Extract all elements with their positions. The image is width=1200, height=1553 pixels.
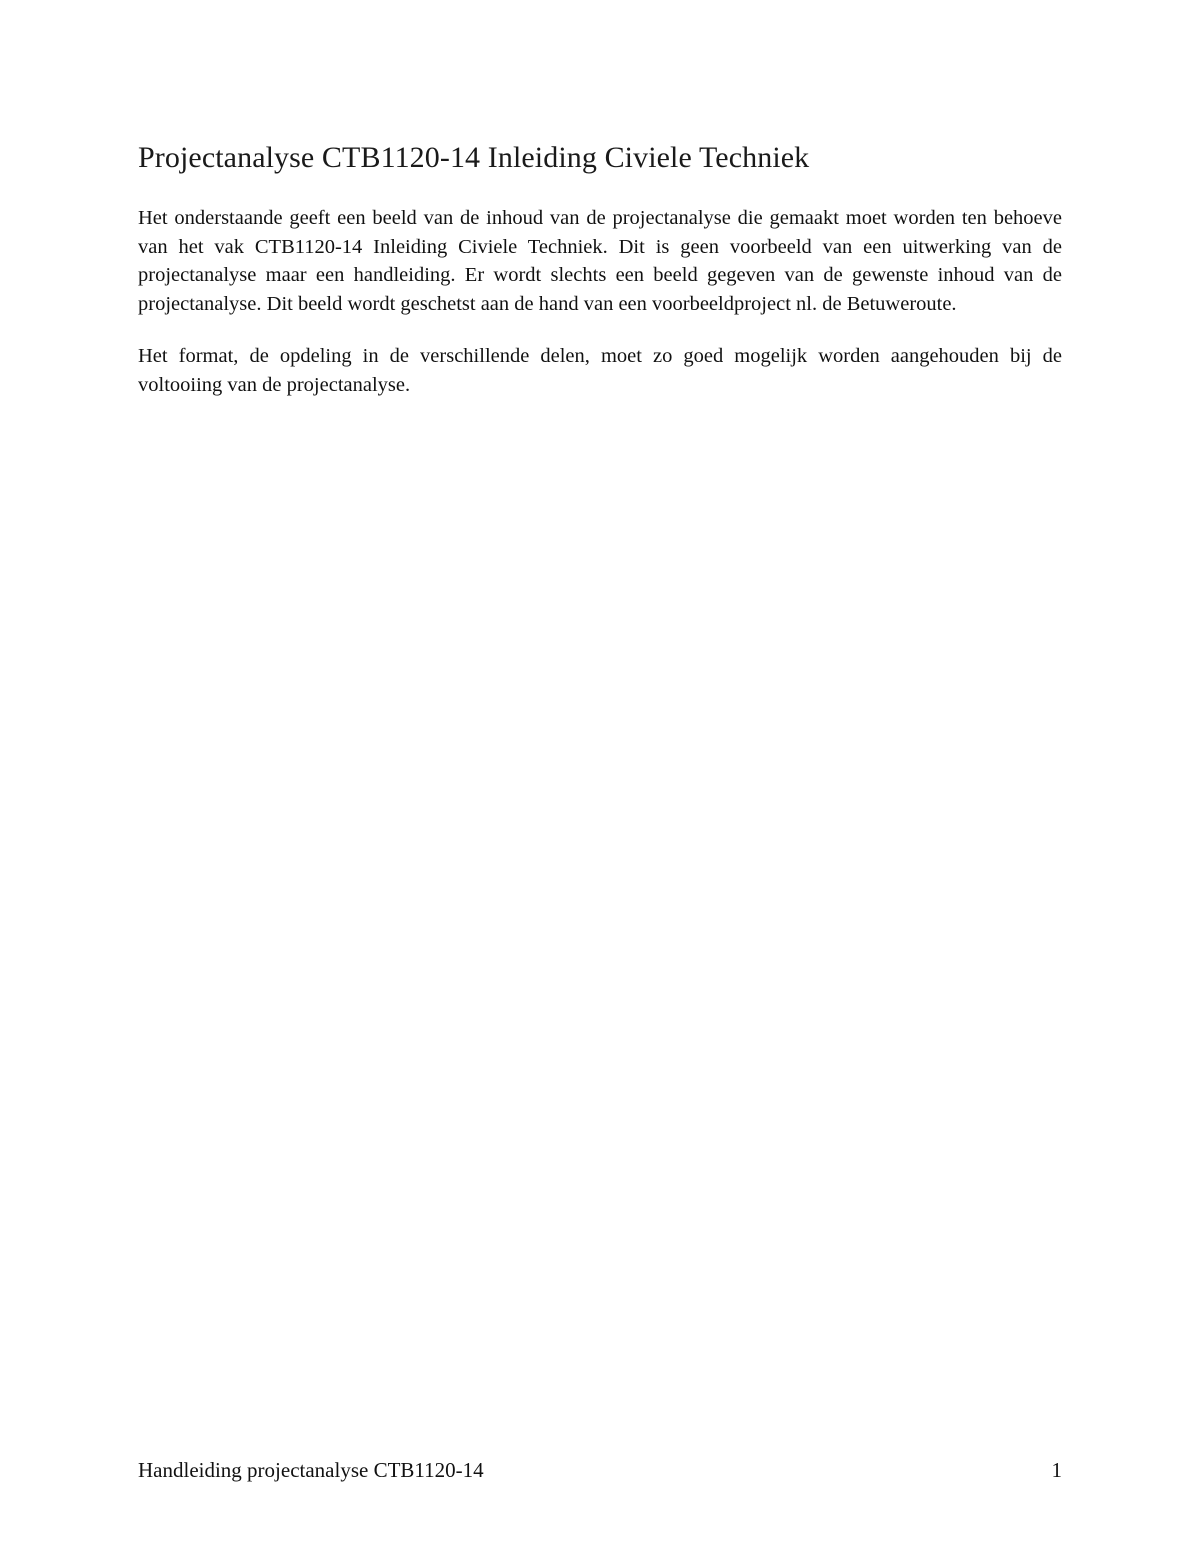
- page-footer: [138, 1456, 1062, 1484]
- footer-text: Handleiding projectanalyse CTB1120-14: [138, 1458, 484, 1482]
- page-number: 1: [1051, 1458, 1062, 1482]
- page-content: [138, 138, 1062, 399]
- document-title: Projectanalyse CTB1120-14 Inleiding Civiele Techniek: [138, 141, 810, 174]
- format-paragraph: Het format, de opdeling in de verschillende delen, moet zo goed mogelijk worden aangehouden bij de voltooiing van de projectanalyse.: [138, 345, 1062, 396]
- intro-paragraph: Het onderstaande geeft een beeld van de inhoud van de projectanalyse die gemaakt moet worden ten behoeve van het vak CTB1120-14 Inleiding Civiele Techniek. Dit is geen voorbeeld van een uitwerking van de projectanalyse maar een handleiding. Er wordt slechts een beeld gegeven van de gewenste inhoud van de projectanalyse. Dit beeld wordt geschetst aan de hand van een voorbeeldproject nl. de Betuweroute.: [138, 207, 1062, 315]
